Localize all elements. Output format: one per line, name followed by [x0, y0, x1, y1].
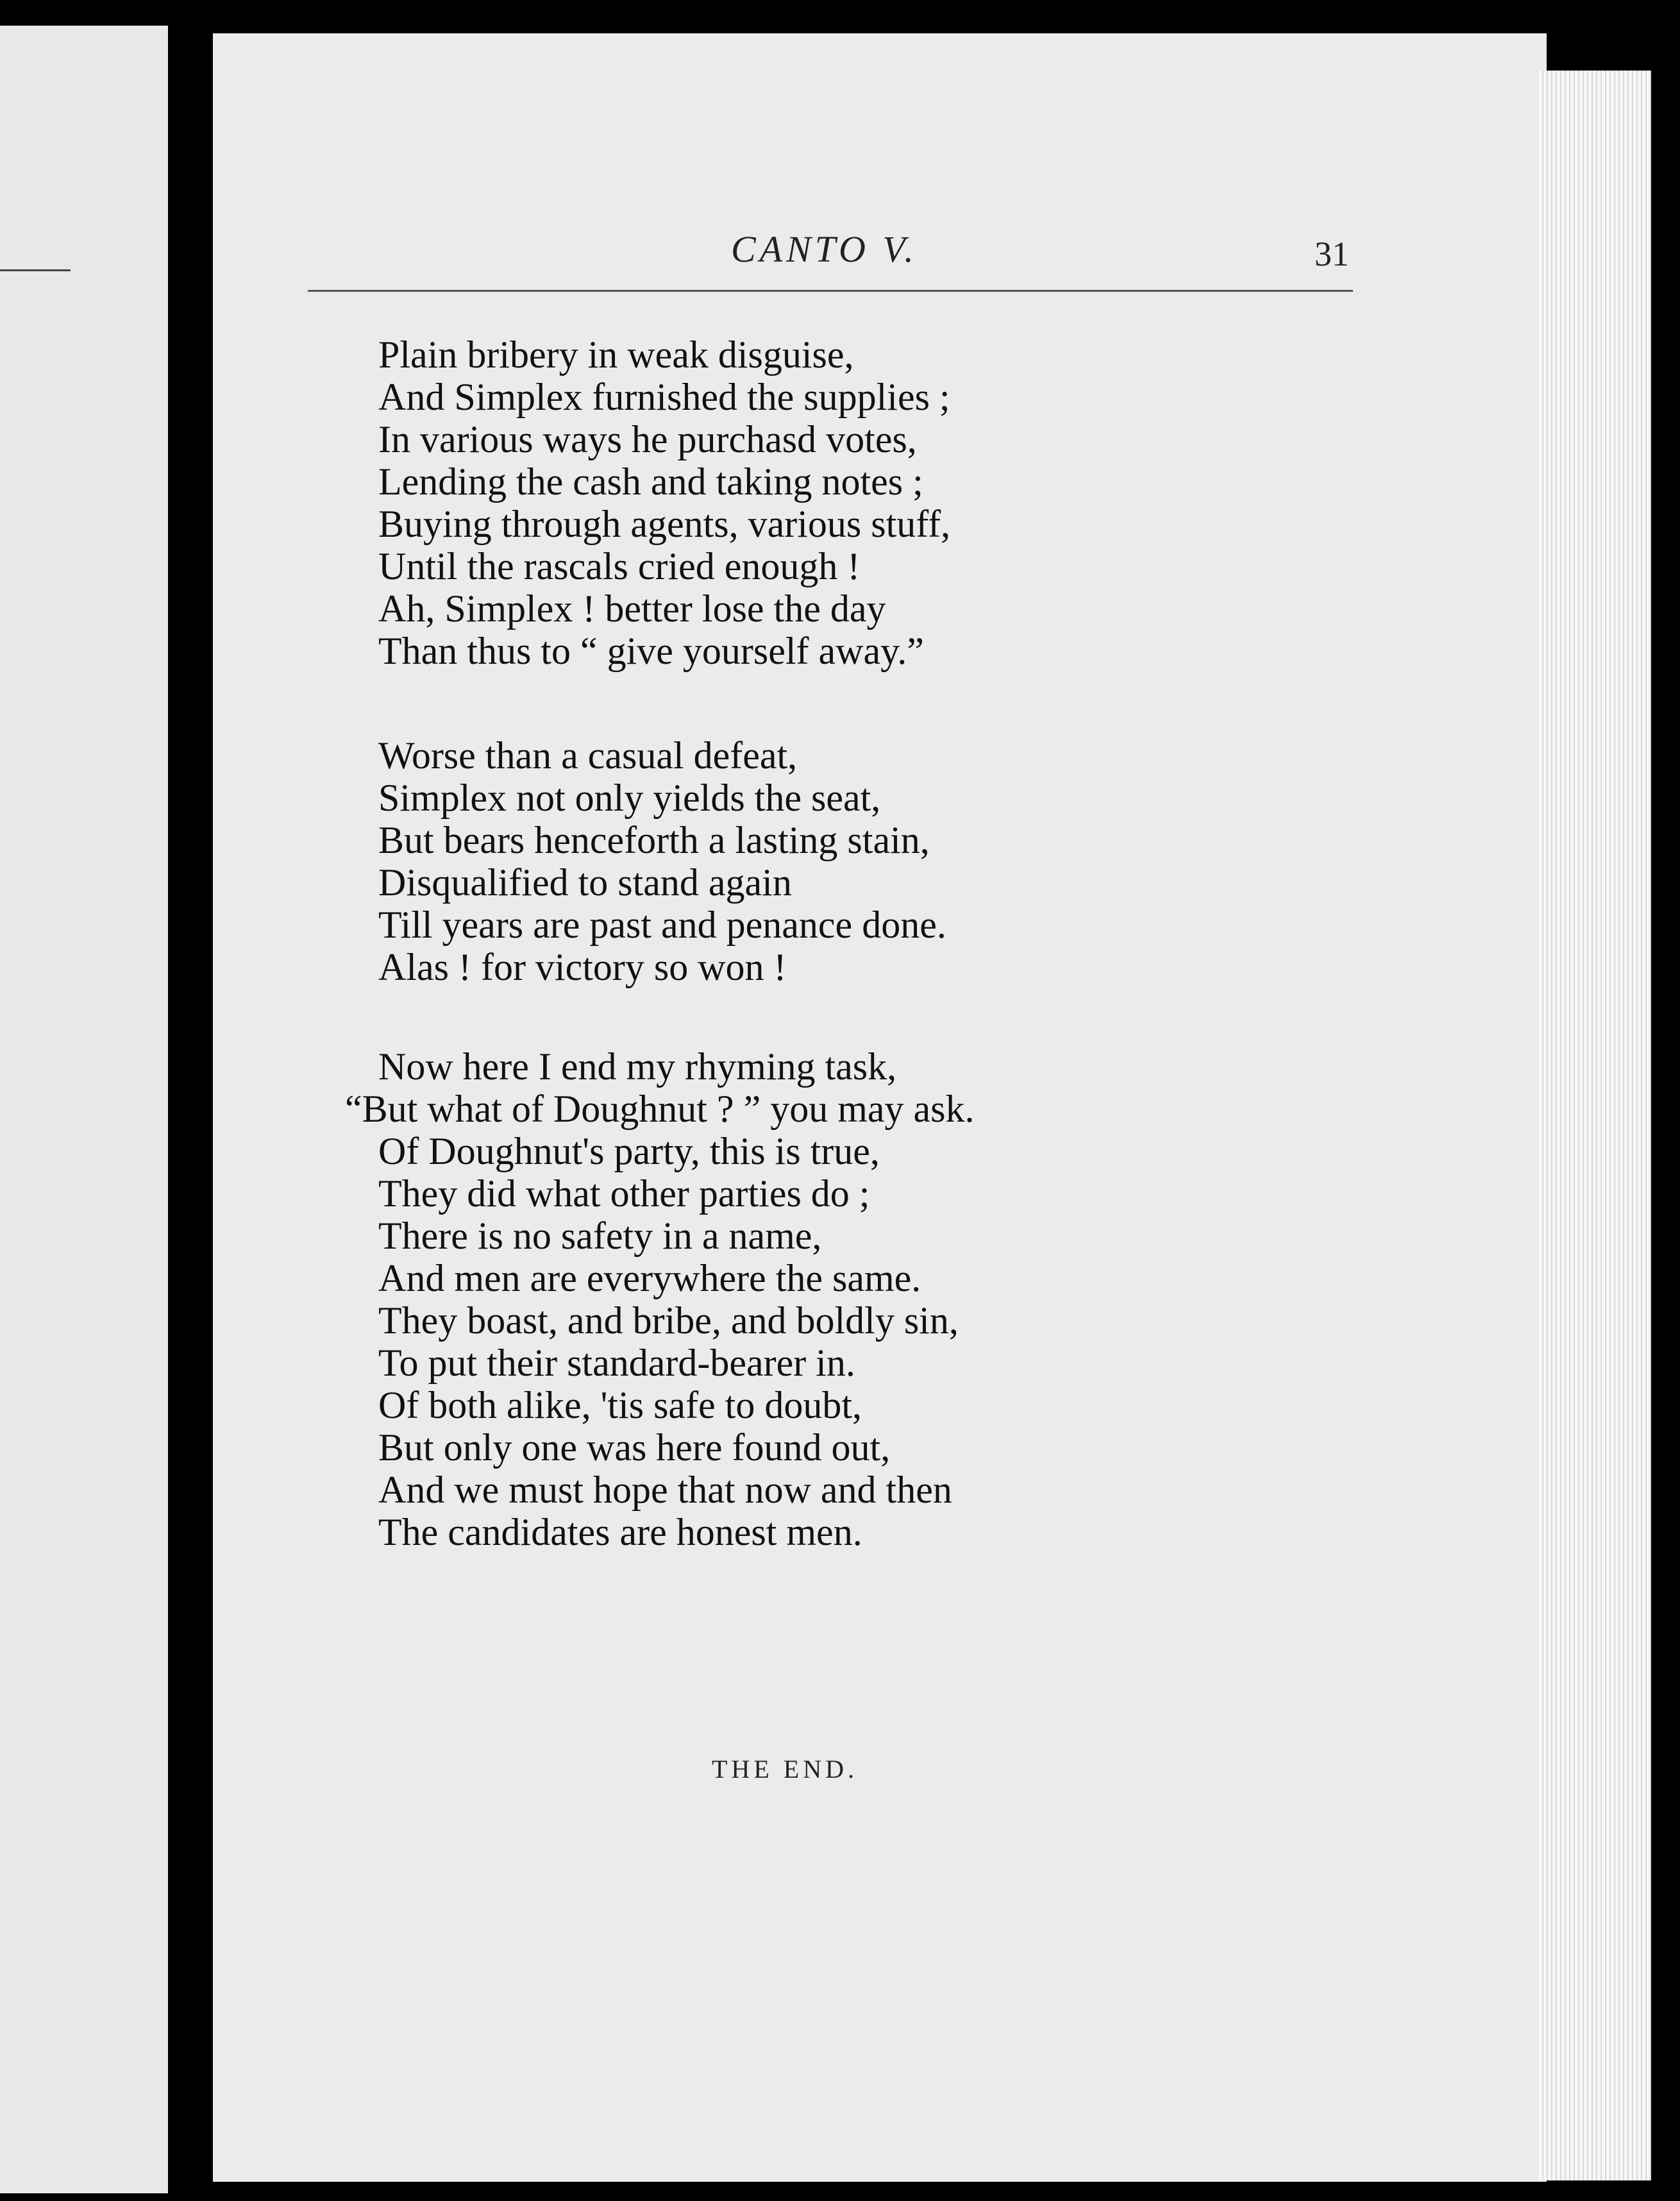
- verse-line: They did what other parties do ;: [378, 1172, 870, 1215]
- running-head: CANTO V.: [731, 228, 918, 270]
- verse-line: To put their standard-bearer in.: [378, 1342, 855, 1384]
- verse-line: Of both alike, 'tis safe to doubt,: [378, 1384, 862, 1426]
- stanza-3: [345, 1045, 975, 1553]
- verse-line: And Simplex furnished the supplies ;: [378, 376, 950, 418]
- verse-line: Than thus to “ give yourself away.”: [378, 630, 924, 672]
- stanza-2: [378, 734, 946, 988]
- verse-line: Ah, Simplex ! better lose the day: [378, 587, 886, 630]
- verse-line: Now here I end my rhyming task,: [378, 1045, 897, 1088]
- verse-line: They boast, and bribe, and boldly sin,: [378, 1299, 959, 1342]
- verse-line: “But what of Doughnut ? ” you may ask.: [345, 1088, 975, 1130]
- page-edges: [1539, 71, 1651, 2180]
- verse-line: But bears henceforth a lasting stain,: [378, 819, 930, 861]
- facing-page-rule: [0, 269, 71, 271]
- stanza-1: [378, 333, 950, 672]
- verse-line: Plain bribery in weak disguise,: [378, 333, 854, 376]
- header-rule: [308, 290, 1353, 292]
- verse-line: But only one was here found out,: [378, 1426, 891, 1469]
- verse-line: There is no safety in a name,: [378, 1215, 822, 1257]
- page-number: 31: [1315, 235, 1349, 273]
- verse-line: Buying through agents, various stuff,: [378, 503, 951, 545]
- end-mark: THE END.: [712, 1755, 858, 1784]
- verse-line: And we must hope that now and then: [378, 1469, 952, 1511]
- verse-line: Till years are past and penance done.: [378, 904, 946, 946]
- verse-line: In various ways he purchasd votes,: [378, 418, 917, 460]
- facing-page: [0, 26, 168, 2193]
- verse-line: Lending the cash and taking notes ;: [378, 460, 923, 503]
- verse-line: And men are everywhere the same.: [378, 1257, 921, 1299]
- verse-line: Of Doughnut's party, this is true,: [378, 1130, 880, 1172]
- verse-line: Worse than a casual defeat,: [378, 734, 798, 777]
- verse-line: Disqualified to stand again: [378, 861, 792, 904]
- verse-line: Simplex not only yields the seat,: [378, 777, 881, 819]
- verse-line: Alas ! for victory so won !: [378, 946, 787, 988]
- book-gutter: [168, 0, 213, 2201]
- verse-line: Until the rascals cried enough !: [378, 545, 861, 587]
- verse-line: The candidates are honest men.: [378, 1511, 862, 1553]
